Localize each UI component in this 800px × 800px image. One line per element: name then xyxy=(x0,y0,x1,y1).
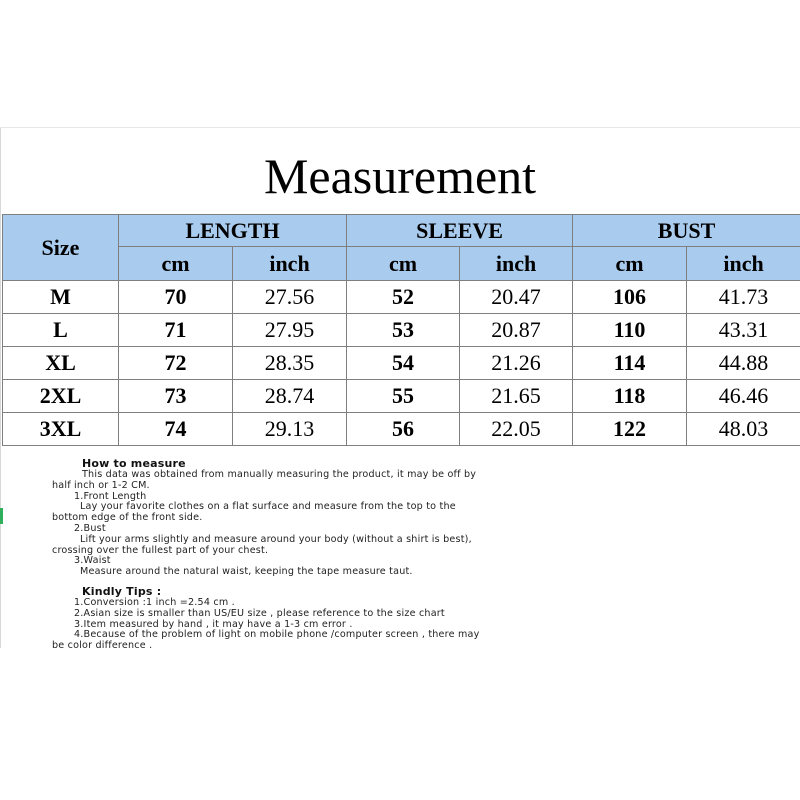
sleeve-group-header: SLEEVE xyxy=(347,215,573,247)
bust-cm-cell: 122 xyxy=(573,413,687,446)
bust-cm-cell: 106 xyxy=(573,281,687,314)
table-row xyxy=(3,413,800,446)
table-row xyxy=(3,347,800,380)
sleeve-inch-cell: 21.65 xyxy=(460,380,573,413)
size-cell: 2XL xyxy=(3,380,119,413)
length-inch-cell: 27.95 xyxy=(233,314,347,347)
guide-text: Lift your arms slightly and measure around your body (without a shirt is best), xyxy=(80,533,472,545)
guide-text: crossing over the fullest part of your chest. xyxy=(52,544,269,556)
edge-marker xyxy=(0,508,3,524)
left-divider xyxy=(0,128,1,648)
tip-text: 1.Conversion :1 inch =2.54 cm . xyxy=(74,596,235,608)
tip-text: 3.Item measured by hand , it may have a 1-3 cm error . xyxy=(74,618,353,630)
measurement-guide xyxy=(52,458,692,652)
size-cell: XL xyxy=(3,347,119,380)
top-divider xyxy=(0,127,800,128)
tip-text: 4.Because of the problem of light on mobile phone /computer screen , there may xyxy=(74,629,480,641)
kindly-tips-heading: Kindly Tips : xyxy=(82,584,162,598)
bust-inch-cell: 41.73 xyxy=(687,281,800,314)
bust-inch-cell: 48.03 xyxy=(687,413,800,446)
bust-inch-cell: 43.31 xyxy=(687,314,800,347)
sleeve-cm-cell: 52 xyxy=(347,281,460,314)
bust-cm-cell: 110 xyxy=(573,314,687,347)
sleeve-cm-cell: 54 xyxy=(347,347,460,380)
guide-text: Measure around the natural waist, keeping the tape measure taut. xyxy=(80,566,413,578)
length-cm-cell: 73 xyxy=(119,380,233,413)
how-to-measure-heading: How to measure xyxy=(82,457,186,470)
length-inch-cell: 28.35 xyxy=(233,347,347,380)
unit-header: inch xyxy=(460,247,573,281)
length-inch-cell: 29.13 xyxy=(233,413,347,446)
length-inch-cell: 27.56 xyxy=(233,281,347,314)
sleeve-inch-cell: 20.47 xyxy=(460,281,573,314)
length-cm-cell: 72 xyxy=(119,347,233,380)
bust-cm-cell: 114 xyxy=(573,347,687,380)
length-group-header: LENGTH xyxy=(119,215,347,247)
guide-text: half inch or 1-2 CM. xyxy=(52,479,150,491)
guide-item-title: 3.Waist xyxy=(74,555,111,567)
guide-item-title: 1.Front Length xyxy=(74,490,147,502)
table-row xyxy=(3,380,800,413)
size-cell: 3XL xyxy=(3,413,119,446)
guide-text: This data was obtained from manually measuring the product, it may be off by xyxy=(82,469,477,480)
bust-inch-cell: 46.46 xyxy=(687,380,800,413)
sleeve-inch-cell: 22.05 xyxy=(460,413,573,446)
bust-cm-cell: 118 xyxy=(573,380,687,413)
size-cell: M xyxy=(3,281,119,314)
length-cm-cell: 74 xyxy=(119,413,233,446)
length-cm-cell: 71 xyxy=(119,314,233,347)
table-row xyxy=(3,281,800,314)
page-title: Measurement xyxy=(263,148,537,204)
unit-header: inch xyxy=(687,247,800,281)
sleeve-cm-cell: 55 xyxy=(347,380,460,413)
table-row xyxy=(3,314,800,347)
tip-text: 2.Asian size is smaller than US/EU size , please reference to the size chart xyxy=(74,607,445,619)
guide-text: bottom edge of the front side. xyxy=(52,512,203,524)
unit-header: inch xyxy=(233,247,347,281)
guide-item-title: 2.Bust xyxy=(74,522,106,534)
sleeve-inch-cell: 21.26 xyxy=(460,347,573,380)
unit-header: cm xyxy=(119,247,233,281)
sleeve-cm-cell: 53 xyxy=(347,314,460,347)
bust-group-header: BUST xyxy=(573,215,800,247)
length-cm-cell: 70 xyxy=(119,281,233,314)
sleeve-inch-cell: 20.87 xyxy=(460,314,573,347)
sleeve-cm-cell: 56 xyxy=(347,413,460,446)
header-row-groups xyxy=(3,215,800,247)
size-chart-table xyxy=(2,214,800,446)
tip-text: be color difference . xyxy=(52,640,153,652)
length-inch-cell: 28.74 xyxy=(233,380,347,413)
size-cell: L xyxy=(3,314,119,347)
unit-header: cm xyxy=(573,247,687,281)
unit-header: cm xyxy=(347,247,460,281)
size-column-header: Size xyxy=(3,215,119,281)
header-row-units xyxy=(3,247,800,281)
bust-inch-cell: 44.88 xyxy=(687,347,800,380)
guide-text: Lay your favorite clothes on a flat surface and measure from the top to the xyxy=(80,501,456,513)
